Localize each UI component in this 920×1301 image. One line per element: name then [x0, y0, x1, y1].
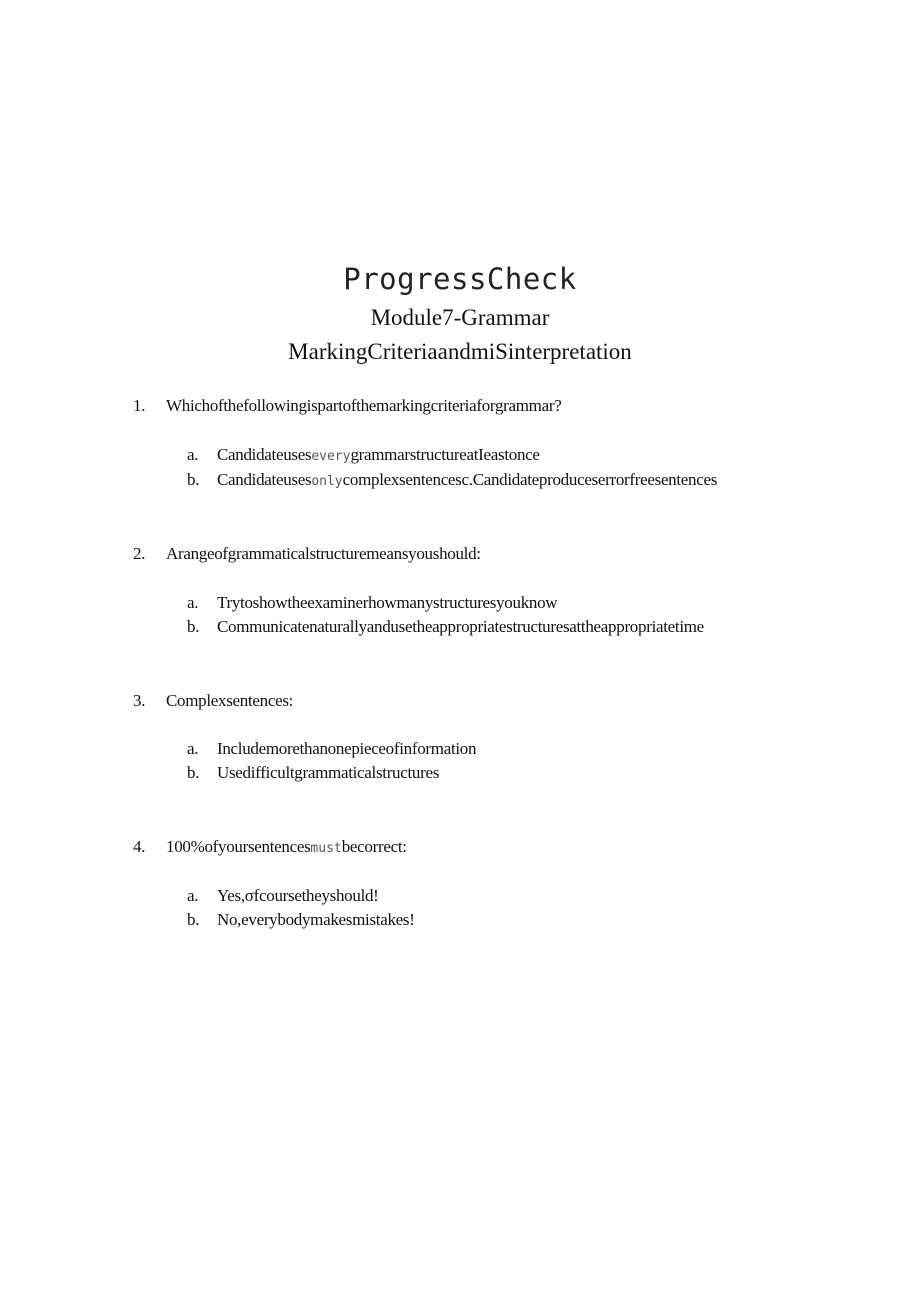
question-text-pre: 100%ofyoursentences: [166, 837, 311, 856]
option-text-pre: Candidateuses: [217, 445, 312, 464]
topic-subtitle: MarkingCriteriaandmiSinterpretation: [288, 339, 632, 364]
question-2: [133, 544, 481, 564]
question-1-option-a[interactable]: [187, 445, 540, 465]
question-number: 2.: [133, 544, 146, 563]
option-text-post: grammarstructureatIeastonce: [350, 445, 540, 464]
question-text: Complexsentences:: [166, 691, 294, 710]
module-subtitle: Module7-Grammar: [370, 305, 550, 330]
option-text-pre: Candidateuses: [217, 470, 312, 489]
option-letter: b.: [187, 470, 200, 489]
option-letter: b.: [187, 617, 200, 636]
question-1: [133, 396, 561, 416]
question-4: [133, 837, 407, 857]
option-emphasis: only: [311, 474, 343, 489]
page-title: ProgressCheck: [343, 262, 577, 296]
option-letter: a.: [187, 739, 199, 758]
question-4-option-b[interactable]: [187, 910, 415, 930]
question-number: 3.: [133, 691, 146, 710]
option-text: Yes,σfcoursetheyshould!: [217, 886, 379, 905]
question-3: [133, 691, 293, 711]
option-text-post: complexsentencesc.Candidateproduceserrorfreesentences: [342, 470, 718, 489]
option-text: Trytoshowtheexaminerhowmanystructuresyouknow: [217, 593, 558, 612]
option-letter: a.: [187, 445, 199, 464]
question-2-option-a[interactable]: [187, 593, 557, 613]
option-text: Usedifficultgrammaticalstructures: [217, 763, 440, 782]
question-emphasis: must: [310, 841, 342, 856]
question-number: 4.: [133, 837, 146, 856]
option-letter: b.: [187, 763, 200, 782]
option-letter: b.: [187, 910, 200, 929]
question-text: Whichofthefollowingispartofthemarkingcriteriaforgrammar?: [166, 396, 562, 415]
question-text: Arangeofgrammaticalstructuremeansyoushould:: [166, 544, 481, 563]
option-letter: a.: [187, 886, 199, 905]
question-text-post: becorrect:: [341, 837, 407, 856]
question-3-option-b[interactable]: [187, 763, 439, 783]
question-4-option-a[interactable]: [187, 886, 379, 906]
question-3-option-a[interactable]: [187, 739, 476, 759]
option-text: Communicatenaturallyandusetheappropriatestructuresattheappropriatetime: [217, 617, 704, 636]
question-2-option-b[interactable]: [187, 617, 704, 637]
option-text: Includemorethanonepieceofinformation: [217, 739, 477, 758]
option-text: No,everybodymakesmistakes!: [217, 910, 415, 929]
option-emphasis: every: [311, 449, 351, 464]
option-letter: a.: [187, 593, 199, 612]
question-number: 1.: [133, 396, 146, 415]
question-1-option-b[interactable]: [187, 470, 717, 490]
